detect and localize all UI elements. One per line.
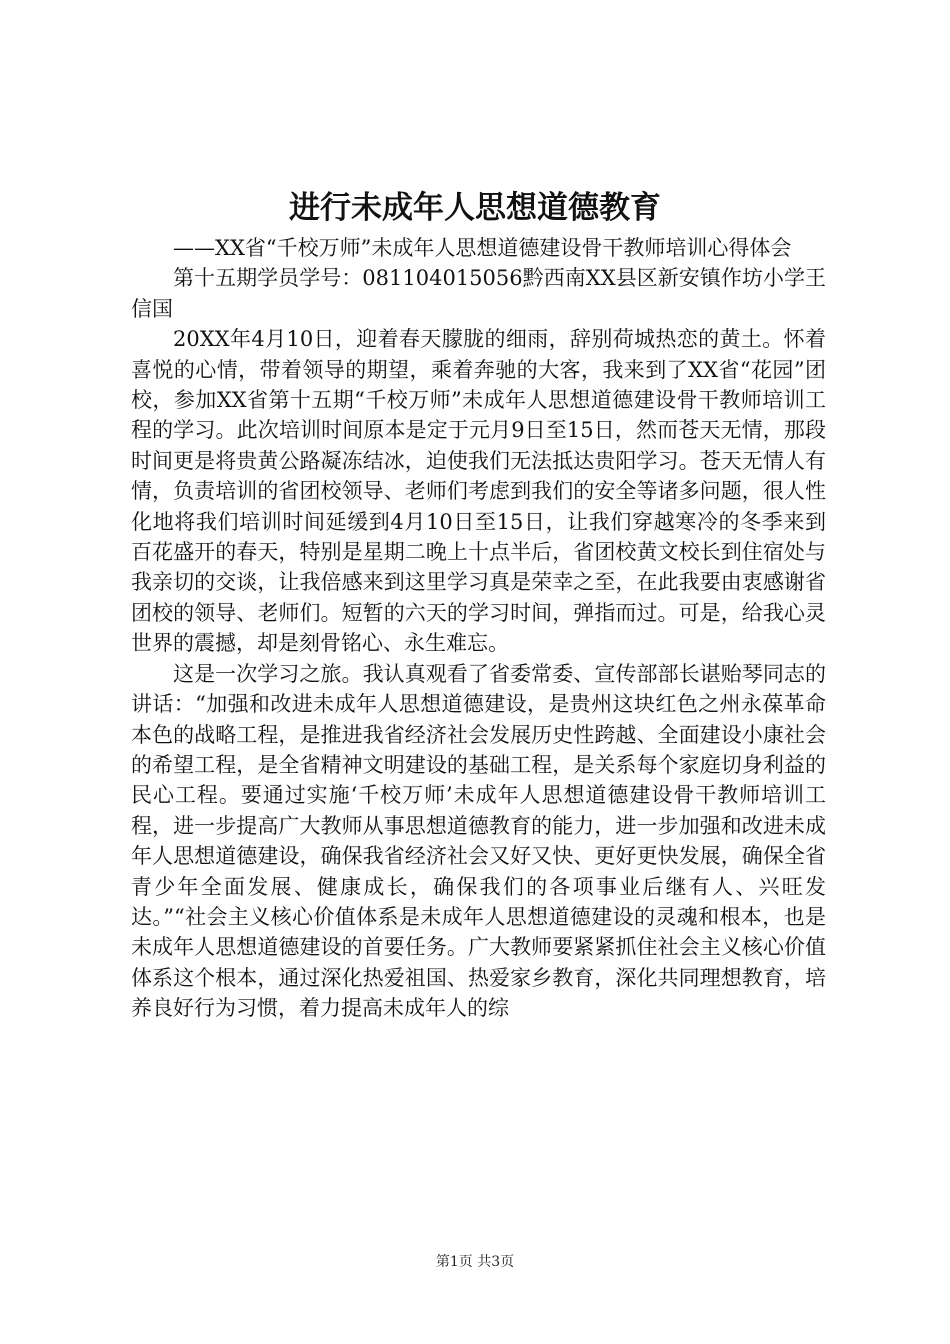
body-paragraph: 这是一次学习之旅。我认真观看了省委常委、宣传部部长谌贻琴同志的讲话：“加强和改进未成年人思想道德建设，是贵州这块红色之州永葆革命本色的战略工程，是推进我省经济社会发展历史性跨越、全面建设小康社会的希望工程，是全省精神文明建设的基础工程，是关系每个家庭切身利益的民心工程。要通过实施‘千校万师’未成年人思想道德建设骨干教师培训工程，进一步提高广大教师从事思想道德教育的能力，进一步加强和改进未成年人思想道德建设，确保我省经济社会又好又快、更好更快发展，确保全省青少年全面发展、健康成长，确保我们的各项事业后继有人、兴旺发达。”“社会主义核心价值体系是未成年人思想道德建设的灵魂和根本，也是未成年人思想道德建设的首要任务。广大教师要紧紧抓住社会主义核心价值体系这个根本，通过深化热爱祖国、热爱家乡教育，深化共同理想教育，培养良好行为习惯，着力提高未成年人的综 bbox=[131, 661, 826, 1021]
page-footer: 第1页 共3页 bbox=[435, 1254, 515, 1270]
document-title: 进行未成年人思想道德教育 bbox=[289, 190, 661, 226]
body-paragraph: 20XX年4月10日，迎着春天朦胧的细雨，辞别荷城热恋的黄土。怀着喜悦的心情，带着领导的期望，乘着奔驰的大客，我来到了XX省“花园”团校，参加XX省第十五期“千校万师”未成年人思想道德建设骨干教师培训工程的学习。此次培训时间原本是定于元月9日至15日，然而苍天无情，那段时间更是将贵黄公路凝冻结冰，迫使我们无法抵达贵阳学习。苍天无情人有情，负责培训的省团校领导、老师们考虑到我们的安全等诸多问题，很人性化地将我们培训时间延缓到4月10日至15日，让我们穿越寒冷的冬季来到百花盛开的春天，特别是星期二晚上十点半后，省团校黄文校长到住宿处与我亲切的交谈，让我倍感来到这里学习真是荣幸之至，在此我要由衷感谢省团校的领导、老师们。短暂的六天的学习时间，弹指而过。可是，给我心灵世界的震撼，却是刻骨铭心、永生难忘。 bbox=[131, 327, 826, 656]
subtitle-paragraph: ——XX省“千校万师”未成年人思想道德建设骨干教师培训心得体会 bbox=[173, 236, 792, 260]
document-body bbox=[131, 233, 826, 1024]
author-paragraph: 第十五期学员学号：081104015056黔西南XX县区新安镇作坊小学王信国 bbox=[131, 266, 826, 321]
